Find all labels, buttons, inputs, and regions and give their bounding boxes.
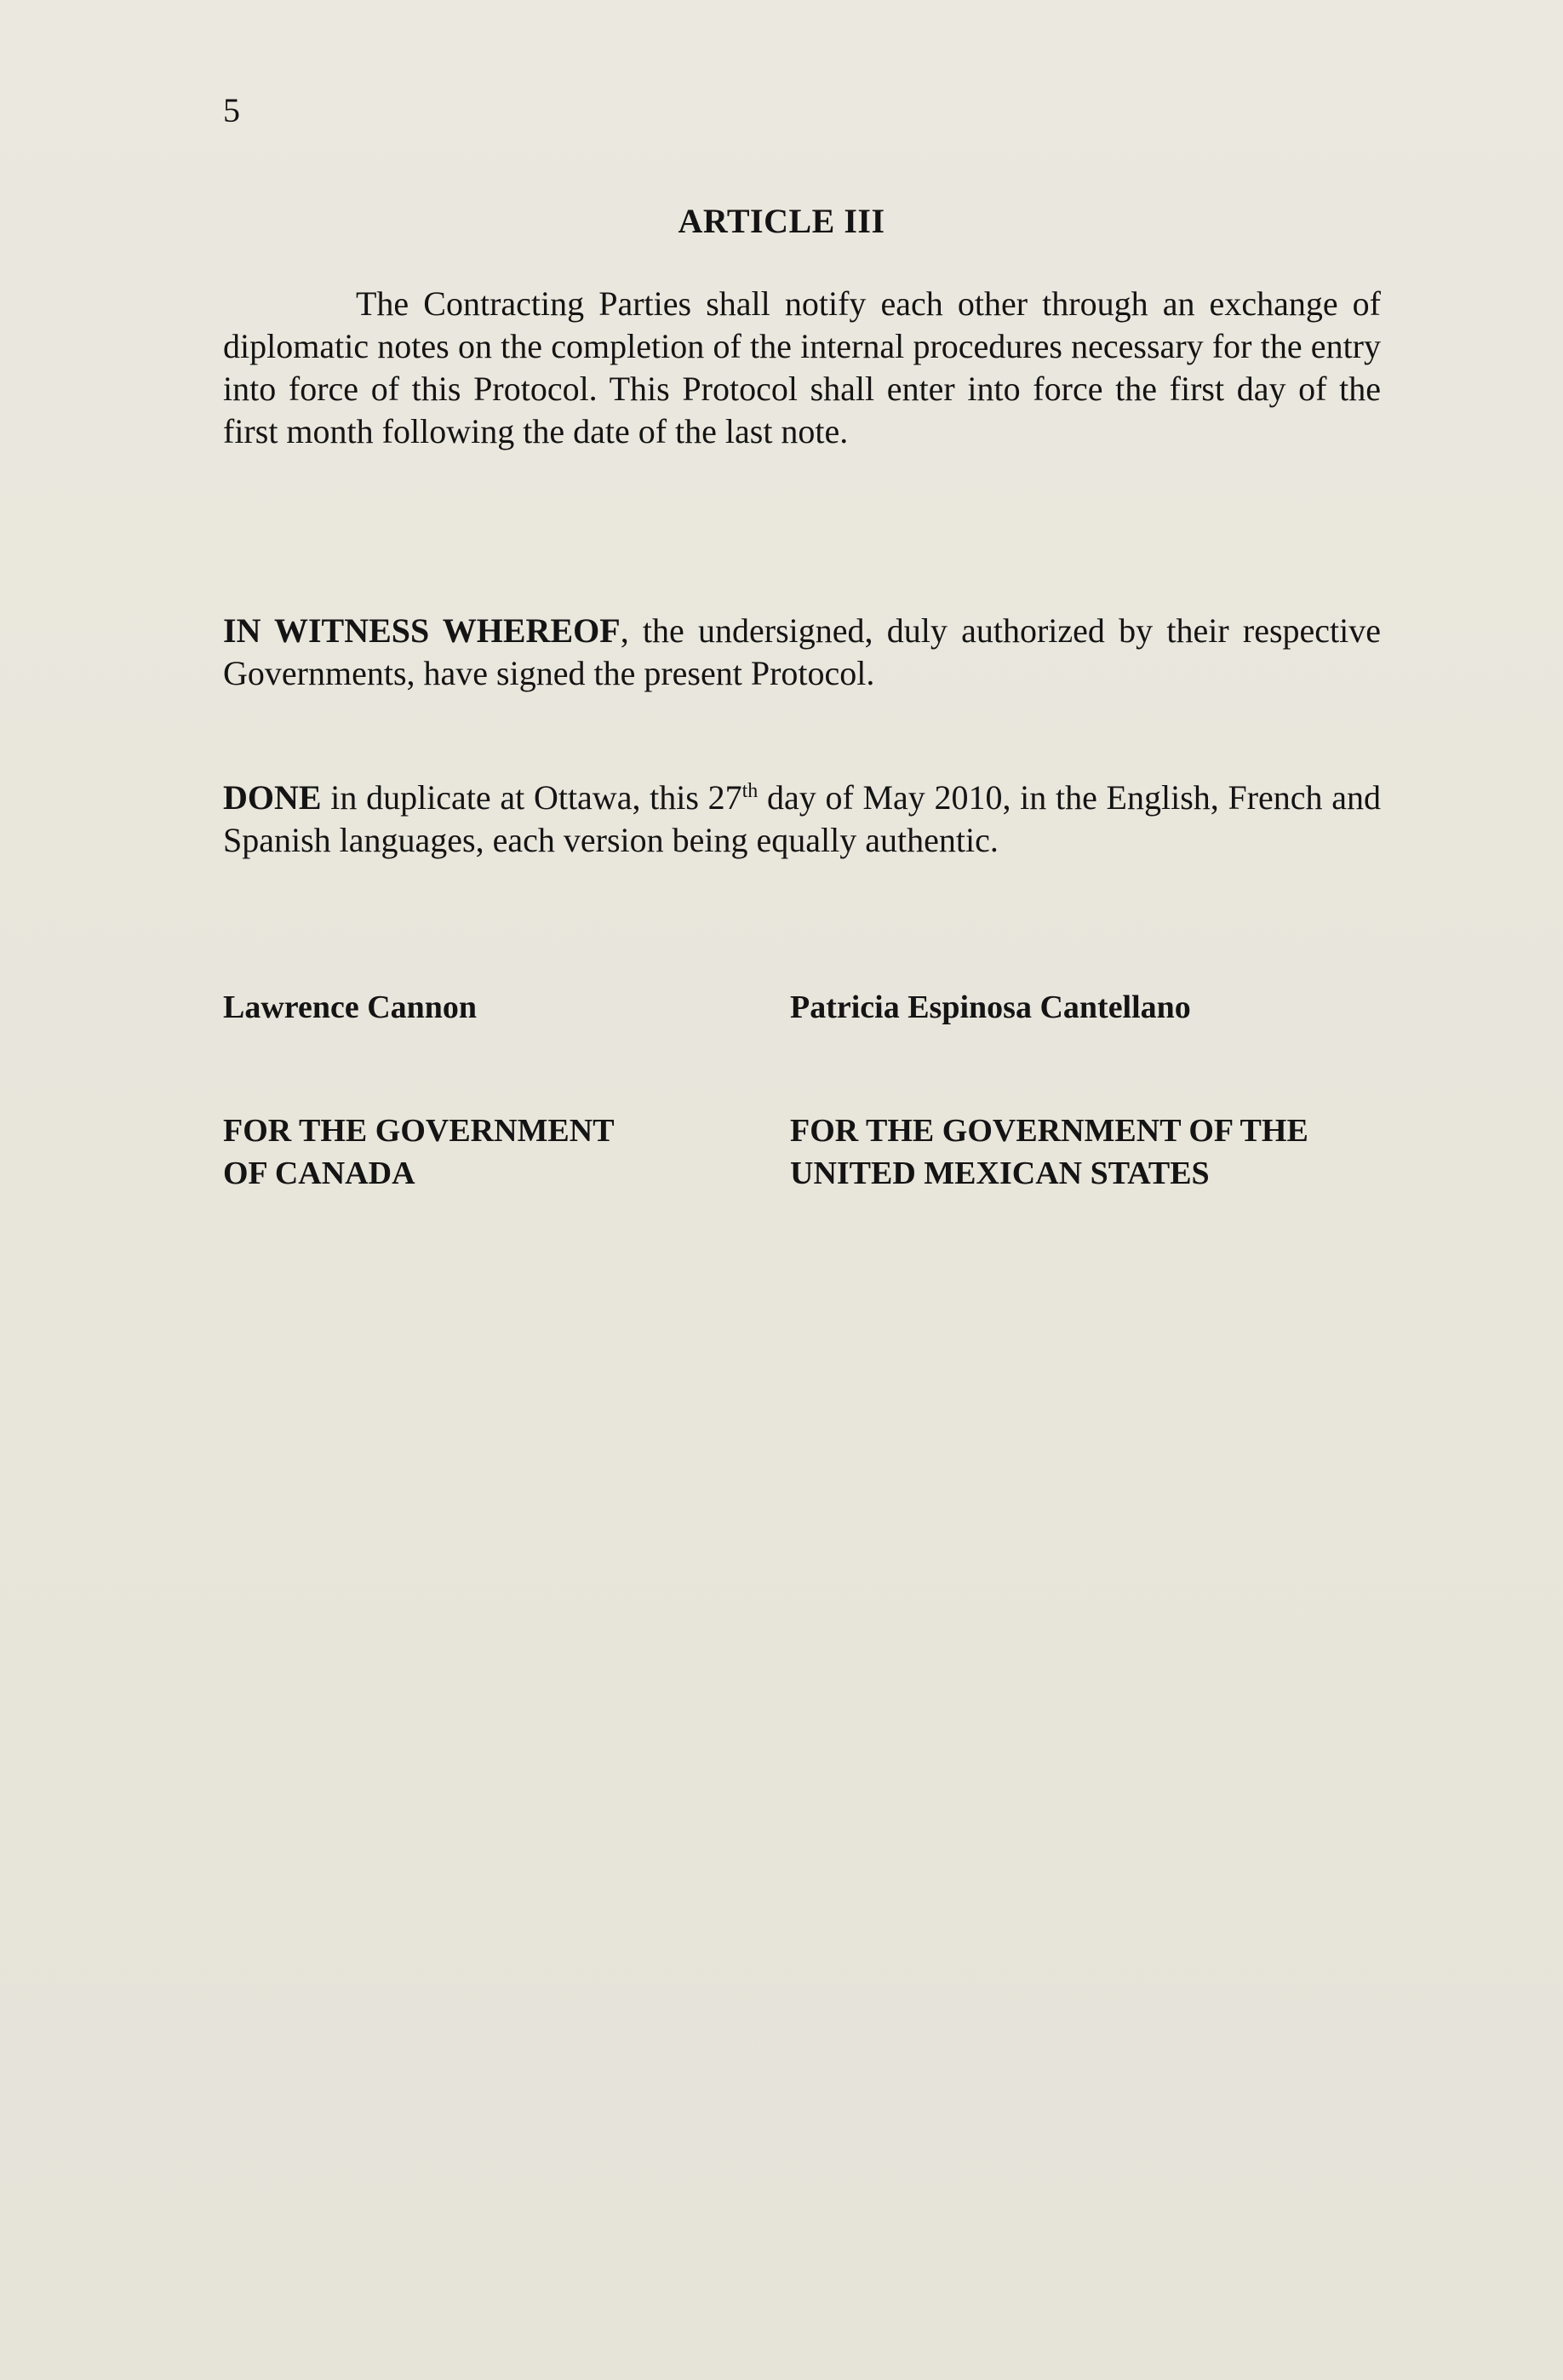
government-line: OF CANADA xyxy=(223,1156,415,1191)
government-line: UNITED MEXICAN STATES xyxy=(790,1156,1210,1191)
article-heading: ARTICLE III xyxy=(678,202,885,240)
article-paragraph: The Contracting Parties shall notify each other through an exchange of diplomatic notes on the completion of the internal procedures necessary for the entry into force of this Protocol. This Protocol shall enter into force the first day of the first month following the date of the last note. xyxy=(223,284,1381,450)
signatory-government-canada xyxy=(223,1110,700,1195)
signatory-name-mexico: Patricia Espinosa Cantellano xyxy=(790,989,1191,1025)
witness-text: , the undersigned, duly authorized by their respective Governments, have signed the present Protocol. xyxy=(223,611,1382,692)
page-number: 5 xyxy=(223,91,240,129)
witness-paragraph xyxy=(223,610,1381,695)
done-text-after: day of May 2010, in the English, French and Spanish languages, each version being equally authentic. xyxy=(223,778,1381,859)
government-line: FOR THE GOVERNMENT xyxy=(223,1113,615,1149)
done-paragraph xyxy=(223,777,1381,862)
done-text-before: in duplicate at Ottawa, this 27 xyxy=(321,778,742,817)
date-ordinal-suffix: th xyxy=(741,780,759,802)
witness-lead: IN WITNESS WHEREOF xyxy=(223,611,621,650)
government-line: FOR THE GOVERNMENT OF THE xyxy=(790,1113,1308,1149)
signatory-government-mexico xyxy=(790,1110,1386,1195)
signatory-name-canada: Lawrence Cannon xyxy=(223,989,478,1025)
done-lead: DONE xyxy=(223,778,322,817)
